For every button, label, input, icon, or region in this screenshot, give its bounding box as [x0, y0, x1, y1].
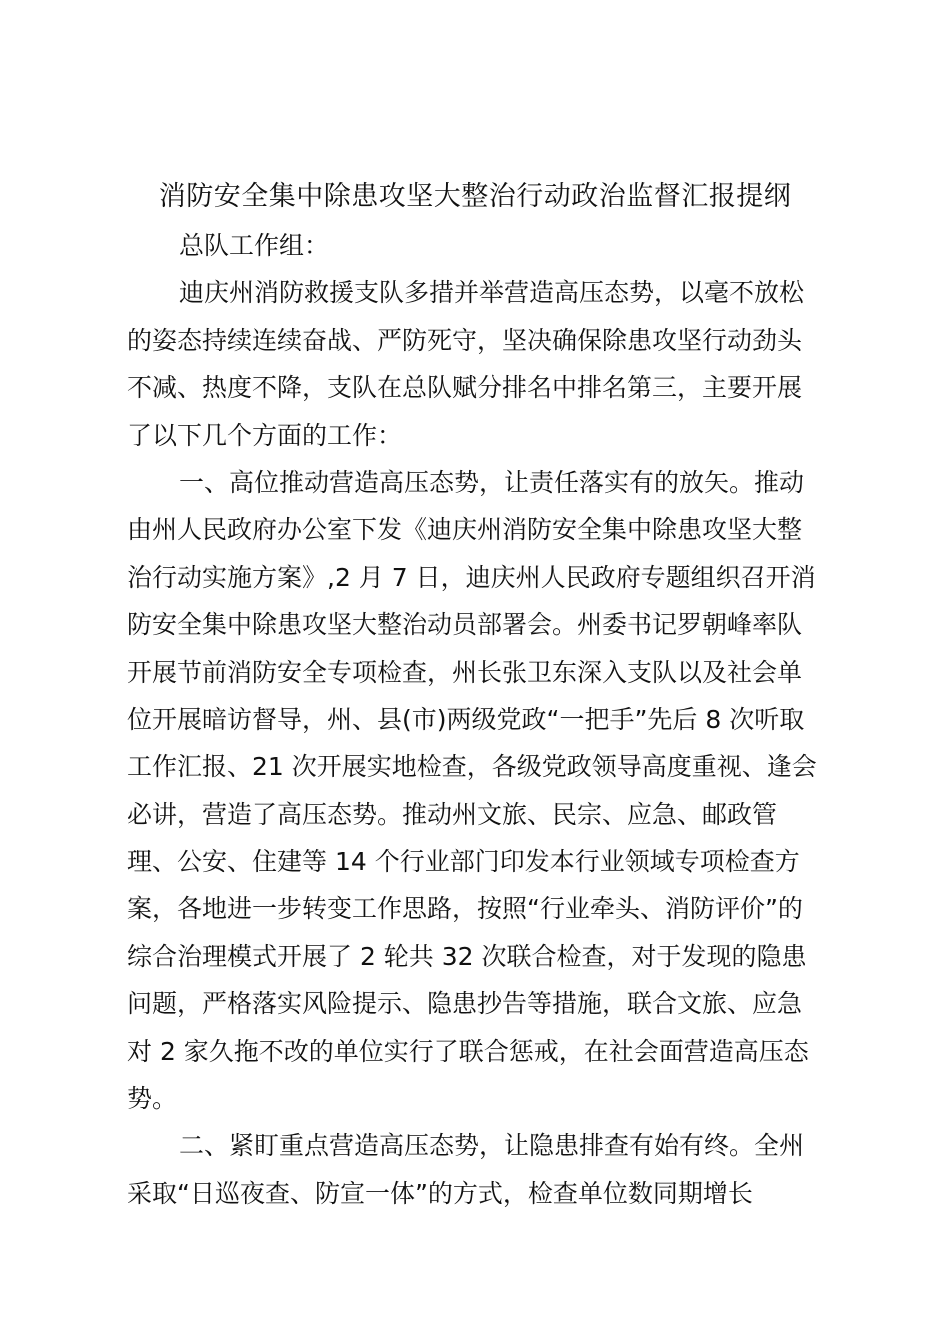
- paragraph-section-1-line: 问题，严格落实风险提示、隐患抄告等措施，联合文旅、应急: [127, 989, 803, 1019]
- paragraph-section-1-line: 势。: [127, 1084, 178, 1114]
- paragraph-section-1-line: 必讲，营造了高压态势。推动州文旅、民宗、应急、邮政管: [127, 799, 778, 829]
- paragraph-section-2-line: 二、紧盯重点营造高压态势，让隐患排查有始有终。全州: [179, 1131, 805, 1161]
- document-body: [127, 222, 827, 1217]
- paragraph-section-1-line: 由州人民政府办公室下发《迪庆州消防安全集中除患攻坚大整: [127, 515, 803, 545]
- salutation: 总队工作组：: [179, 231, 330, 260]
- paragraph-section-1-line: 案，各地进一步转变工作思路，按照“行业牵头、消防评价”的: [127, 894, 803, 924]
- paragraph-section-1-line: 防安全集中除患攻坚大整治动员部署会。州委书记罗朝峰率队: [127, 610, 803, 640]
- paragraph-section-1-line: 综合治理模式开展了 2 轮共 32 次联合检查，对于发现的隐患: [127, 941, 807, 971]
- paragraph-section-1-line: 对 2 家久拖不改的单位实行了联合惩戒，在社会面营造高压态: [127, 1036, 809, 1066]
- paragraph-section-1-line: 位开展暗访督导，州、县(市)两级党政“一把手”先后 8 次听取: [127, 704, 805, 734]
- paragraph-section-1-line: 一、高位推动营造高压态势，让责任落实有的放矢。推动: [179, 467, 805, 497]
- paragraph-intro-line: 不减、热度不降，支队在总队赋分排名中排名第三，主要开展: [127, 373, 803, 403]
- paragraph-intro-line: 的姿态持续连续奋战、严防死守，坚决确保除患攻坚行动劲头: [127, 325, 803, 355]
- paragraph-section-1-line: 开展节前消防安全专项检查，州长张卫东深入支队以及社会单: [127, 657, 803, 687]
- paragraph-section-2-line: 采取“日巡夜查、防宣一体”的方式，检查单位数同期增长: [127, 1178, 753, 1208]
- document-title: 消防安全集中除患攻坚大整治行动政治监督汇报提纲: [158, 181, 792, 212]
- paragraph-section-1-line: 治行动实施方案》,2 月 7 日，迪庆州人民政府专题组织召开消: [127, 562, 816, 592]
- paragraph-section-1-line: 理、公安、住建等 14 个行业部门印发本行业领域专项检查方: [127, 847, 800, 877]
- paragraph-section-1-line: 工作汇报、21 次开展实地检查，各级党政领导高度重视、逢会: [127, 752, 817, 782]
- paragraph-intro-line: 了以下几个方面的工作：: [127, 420, 403, 450]
- paragraph-intro-line: 迪庆州消防救援支队多措并举营造高压态势，以毫不放松: [179, 278, 805, 308]
